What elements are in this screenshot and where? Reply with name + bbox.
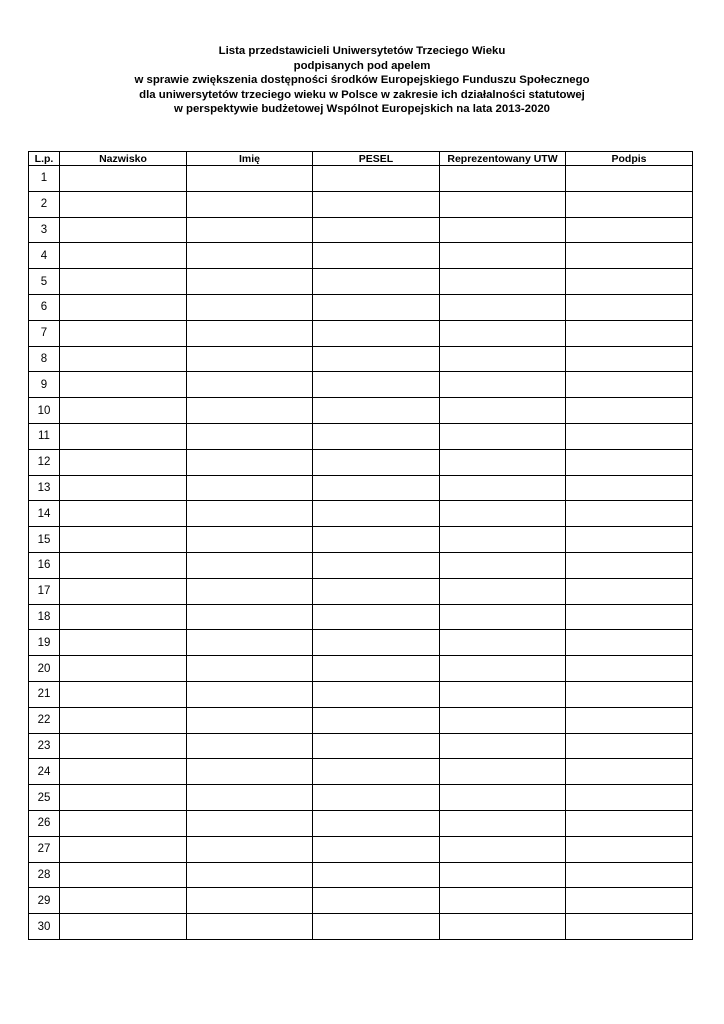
pesel-cell[interactable] <box>313 527 440 553</box>
row-number: 13 <box>29 475 60 501</box>
pesel-cell[interactable] <box>313 166 440 192</box>
table-row <box>29 681 693 707</box>
table-row <box>29 785 693 811</box>
podpis-cell[interactable] <box>566 475 693 501</box>
nazwisko-cell[interactable] <box>60 269 187 295</box>
imie-cell[interactable] <box>187 733 313 759</box>
row-number: 28 <box>29 862 60 888</box>
table-body <box>29 166 693 940</box>
imie-cell[interactable] <box>187 914 313 940</box>
nazwisko-cell[interactable] <box>60 449 187 475</box>
table-row <box>29 707 693 733</box>
table-row <box>29 836 693 862</box>
podpis-cell[interactable] <box>566 810 693 836</box>
imie-cell[interactable] <box>187 320 313 346</box>
table-row <box>29 269 693 295</box>
nazwisko-cell[interactable] <box>60 346 187 372</box>
nazwisko-cell[interactable] <box>60 243 187 269</box>
header-podpis: Podpis <box>566 152 693 166</box>
row-number: 30 <box>29 914 60 940</box>
podpis-cell[interactable] <box>566 914 693 940</box>
podpis-cell[interactable] <box>566 269 693 295</box>
nazwisko-cell[interactable] <box>60 423 187 449</box>
table-row <box>29 243 693 269</box>
nazwisko-cell[interactable] <box>60 914 187 940</box>
imie-cell[interactable] <box>187 346 313 372</box>
podpis-cell[interactable] <box>566 759 693 785</box>
nazwisko-cell[interactable] <box>60 862 187 888</box>
table-row <box>29 733 693 759</box>
pesel-cell[interactable] <box>313 759 440 785</box>
signature-table <box>28 151 693 940</box>
title-line-1: Lista przedstawicieli Uniwersytetów Trzeciego Wieku <box>218 45 506 57</box>
table-row <box>29 294 693 320</box>
reprezentowany-utw-cell[interactable] <box>440 423 566 449</box>
document-title <box>0 44 724 117</box>
podpis-cell[interactable] <box>566 346 693 372</box>
header-pesel: PESEL <box>313 152 440 166</box>
pesel-cell[interactable] <box>313 269 440 295</box>
row-number: 11 <box>29 423 60 449</box>
row-number: 2 <box>29 191 60 217</box>
imie-cell[interactable] <box>187 475 313 501</box>
pesel-cell[interactable] <box>313 320 440 346</box>
reprezentowany-utw-cell[interactable] <box>440 475 566 501</box>
reprezentowany-utw-cell[interactable] <box>440 888 566 914</box>
header-imie: Imię <box>187 152 313 166</box>
row-number: 20 <box>29 656 60 682</box>
imie-cell[interactable] <box>187 269 313 295</box>
imie-cell[interactable] <box>187 785 313 811</box>
nazwisko-cell[interactable] <box>60 320 187 346</box>
reprezentowany-utw-cell[interactable] <box>440 914 566 940</box>
podpis-cell[interactable] <box>566 449 693 475</box>
row-number: 6 <box>29 294 60 320</box>
reprezentowany-utw-cell[interactable] <box>440 527 566 553</box>
imie-cell[interactable] <box>187 862 313 888</box>
imie-cell[interactable] <box>187 836 313 862</box>
row-number: 24 <box>29 759 60 785</box>
row-number: 19 <box>29 630 60 656</box>
table-row <box>29 501 693 527</box>
table-row <box>29 862 693 888</box>
nazwisko-cell[interactable] <box>60 578 187 604</box>
podpis-cell[interactable] <box>566 320 693 346</box>
table-row <box>29 527 693 553</box>
podpis-cell[interactable] <box>566 294 693 320</box>
nazwisko-cell[interactable] <box>60 166 187 192</box>
nazwisko-cell[interactable] <box>60 217 187 243</box>
reprezentowany-utw-cell[interactable] <box>440 372 566 398</box>
reprezentowany-utw-cell[interactable] <box>440 630 566 656</box>
pesel-cell[interactable] <box>313 862 440 888</box>
podpis-cell[interactable] <box>566 166 693 192</box>
reprezentowany-utw-cell[interactable] <box>440 398 566 424</box>
nazwisko-cell[interactable] <box>60 294 187 320</box>
reprezentowany-utw-cell[interactable] <box>440 320 566 346</box>
table-row <box>29 217 693 243</box>
row-number: 26 <box>29 810 60 836</box>
reprezentowany-utw-cell[interactable] <box>440 166 566 192</box>
nazwisko-cell[interactable] <box>60 888 187 914</box>
row-number: 5 <box>29 269 60 295</box>
pesel-cell[interactable] <box>313 578 440 604</box>
table-row <box>29 578 693 604</box>
reprezentowany-utw-cell[interactable] <box>440 449 566 475</box>
table-row <box>29 166 693 192</box>
title-line-3: w sprawie zwiększenia dostępności środków Europejskiego Funduszu Społecznego <box>134 74 590 87</box>
table-header-row <box>29 152 693 166</box>
pesel-cell[interactable] <box>313 785 440 811</box>
imie-cell[interactable] <box>187 243 313 269</box>
row-number: 12 <box>29 449 60 475</box>
nazwisko-cell[interactable] <box>60 630 187 656</box>
nazwisko-cell[interactable] <box>60 604 187 630</box>
pesel-cell[interactable] <box>313 243 440 269</box>
row-number: 18 <box>29 604 60 630</box>
nazwisko-cell[interactable] <box>60 191 187 217</box>
reprezentowany-utw-cell[interactable] <box>440 681 566 707</box>
pesel-cell[interactable] <box>313 681 440 707</box>
row-number: 27 <box>29 836 60 862</box>
reprezentowany-utw-cell[interactable] <box>440 862 566 888</box>
imie-cell[interactable] <box>187 166 313 192</box>
pesel-cell[interactable] <box>313 449 440 475</box>
row-number: 3 <box>29 217 60 243</box>
header-nazwisko: Nazwisko <box>60 152 187 166</box>
row-number: 23 <box>29 733 60 759</box>
nazwisko-cell[interactable] <box>60 527 187 553</box>
nazwisko-cell[interactable] <box>60 475 187 501</box>
pesel-cell[interactable] <box>313 888 440 914</box>
imie-cell[interactable] <box>187 552 313 578</box>
reprezentowany-utw-cell[interactable] <box>440 707 566 733</box>
pesel-cell[interactable] <box>313 398 440 424</box>
imie-cell[interactable] <box>187 681 313 707</box>
imie-cell[interactable] <box>187 604 313 630</box>
imie-cell[interactable] <box>187 759 313 785</box>
podpis-cell[interactable] <box>566 862 693 888</box>
imie-cell[interactable] <box>187 191 313 217</box>
podpis-cell[interactable] <box>566 191 693 217</box>
pesel-cell[interactable] <box>313 656 440 682</box>
header-lp: L.p. <box>29 152 60 166</box>
row-number: 22 <box>29 707 60 733</box>
reprezentowany-utw-cell[interactable] <box>440 578 566 604</box>
row-number: 8 <box>29 346 60 372</box>
row-number: 10 <box>29 398 60 424</box>
pesel-cell[interactable] <box>313 914 440 940</box>
podpis-cell[interactable] <box>566 733 693 759</box>
podpis-cell[interactable] <box>566 217 693 243</box>
podpis-cell[interactable] <box>566 243 693 269</box>
imie-cell[interactable] <box>187 372 313 398</box>
podpis-cell[interactable] <box>566 552 693 578</box>
reprezentowany-utw-cell[interactable] <box>440 269 566 295</box>
imie-cell[interactable] <box>187 501 313 527</box>
pesel-cell[interactable] <box>313 372 440 398</box>
pesel-cell[interactable] <box>313 733 440 759</box>
pesel-cell[interactable] <box>313 501 440 527</box>
table-row <box>29 398 693 424</box>
table-row <box>29 630 693 656</box>
podpis-cell[interactable] <box>566 656 693 682</box>
table-row <box>29 449 693 475</box>
table-row <box>29 475 693 501</box>
podpis-cell[interactable] <box>566 630 693 656</box>
imie-cell[interactable] <box>187 630 313 656</box>
nazwisko-cell[interactable] <box>60 372 187 398</box>
row-number: 14 <box>29 501 60 527</box>
podpis-cell[interactable] <box>566 888 693 914</box>
podpis-cell[interactable] <box>566 501 693 527</box>
reprezentowany-utw-cell[interactable] <box>440 217 566 243</box>
podpis-cell[interactable] <box>566 836 693 862</box>
row-number: 15 <box>29 527 60 553</box>
podpis-cell[interactable] <box>566 527 693 553</box>
nazwisko-cell[interactable] <box>60 785 187 811</box>
table-row <box>29 372 693 398</box>
table-row <box>29 320 693 346</box>
reprezentowany-utw-cell[interactable] <box>440 294 566 320</box>
nazwisko-cell[interactable] <box>60 656 187 682</box>
nazwisko-cell[interactable] <box>60 552 187 578</box>
pesel-cell[interactable] <box>313 552 440 578</box>
table-row <box>29 346 693 372</box>
row-number: 7 <box>29 320 60 346</box>
row-number: 25 <box>29 785 60 811</box>
reprezentowany-utw-cell[interactable] <box>440 552 566 578</box>
reprezentowany-utw-cell[interactable] <box>440 501 566 527</box>
table-row <box>29 759 693 785</box>
pesel-cell[interactable] <box>313 630 440 656</box>
pesel-cell[interactable] <box>313 604 440 630</box>
reprezentowany-utw-cell[interactable] <box>440 733 566 759</box>
nazwisko-cell[interactable] <box>60 501 187 527</box>
pesel-cell[interactable] <box>313 475 440 501</box>
pesel-cell[interactable] <box>313 423 440 449</box>
imie-cell[interactable] <box>187 707 313 733</box>
title-line-5: w perspektywie budżetowej Wspólnot Europejskich na lata 2013-2020 <box>173 103 550 116</box>
podpis-cell[interactable] <box>566 372 693 398</box>
imie-cell[interactable] <box>187 217 313 243</box>
imie-cell[interactable] <box>187 527 313 553</box>
nazwisko-cell[interactable] <box>60 733 187 759</box>
imie-cell[interactable] <box>187 656 313 682</box>
podpis-cell[interactable] <box>566 707 693 733</box>
podpis-cell[interactable] <box>566 578 693 604</box>
imie-cell[interactable] <box>187 449 313 475</box>
table-row <box>29 423 693 449</box>
pesel-cell[interactable] <box>313 707 440 733</box>
row-number: 16 <box>29 552 60 578</box>
reprezentowany-utw-cell[interactable] <box>440 604 566 630</box>
imie-cell[interactable] <box>187 423 313 449</box>
imie-cell[interactable] <box>187 578 313 604</box>
nazwisko-cell[interactable] <box>60 759 187 785</box>
reprezentowany-utw-cell[interactable] <box>440 810 566 836</box>
row-number: 29 <box>29 888 60 914</box>
reprezentowany-utw-cell[interactable] <box>440 785 566 811</box>
row-number: 1 <box>29 166 60 192</box>
reprezentowany-utw-cell[interactable] <box>440 836 566 862</box>
header-reprezentowany-utw: Reprezentowany UTW <box>440 152 566 166</box>
table-row <box>29 656 693 682</box>
nazwisko-cell[interactable] <box>60 398 187 424</box>
row-number: 4 <box>29 243 60 269</box>
imie-cell[interactable] <box>187 888 313 914</box>
podpis-cell[interactable] <box>566 785 693 811</box>
nazwisko-cell[interactable] <box>60 810 187 836</box>
title-line-4: dla uniwersytetów trzeciego wieku w Polsce w zakresie ich działalności statutowej <box>139 88 585 101</box>
table-row <box>29 914 693 940</box>
pesel-cell[interactable] <box>313 217 440 243</box>
reprezentowany-utw-cell[interactable] <box>440 759 566 785</box>
podpis-cell[interactable] <box>566 398 693 424</box>
table-row <box>29 191 693 217</box>
reprezentowany-utw-cell[interactable] <box>440 346 566 372</box>
row-number: 17 <box>29 578 60 604</box>
pesel-cell[interactable] <box>313 810 440 836</box>
table-row <box>29 552 693 578</box>
nazwisko-cell[interactable] <box>60 836 187 862</box>
podpis-cell[interactable] <box>566 423 693 449</box>
title-line-2: podpisanych pod apelem <box>293 59 431 72</box>
imie-cell[interactable] <box>187 810 313 836</box>
pesel-cell[interactable] <box>313 346 440 372</box>
table-row <box>29 888 693 914</box>
table-row <box>29 810 693 836</box>
imie-cell[interactable] <box>187 398 313 424</box>
reprezentowany-utw-cell[interactable] <box>440 656 566 682</box>
podpis-cell[interactable] <box>566 604 693 630</box>
pesel-cell[interactable] <box>313 294 440 320</box>
podpis-cell[interactable] <box>566 681 693 707</box>
table-row <box>29 604 693 630</box>
row-number: 21 <box>29 681 60 707</box>
reprezentowany-utw-cell[interactable] <box>440 191 566 217</box>
imie-cell[interactable] <box>187 294 313 320</box>
nazwisko-cell[interactable] <box>60 707 187 733</box>
pesel-cell[interactable] <box>313 836 440 862</box>
nazwisko-cell[interactable] <box>60 681 187 707</box>
pesel-cell[interactable] <box>313 191 440 217</box>
row-number: 9 <box>29 372 60 398</box>
reprezentowany-utw-cell[interactable] <box>440 243 566 269</box>
